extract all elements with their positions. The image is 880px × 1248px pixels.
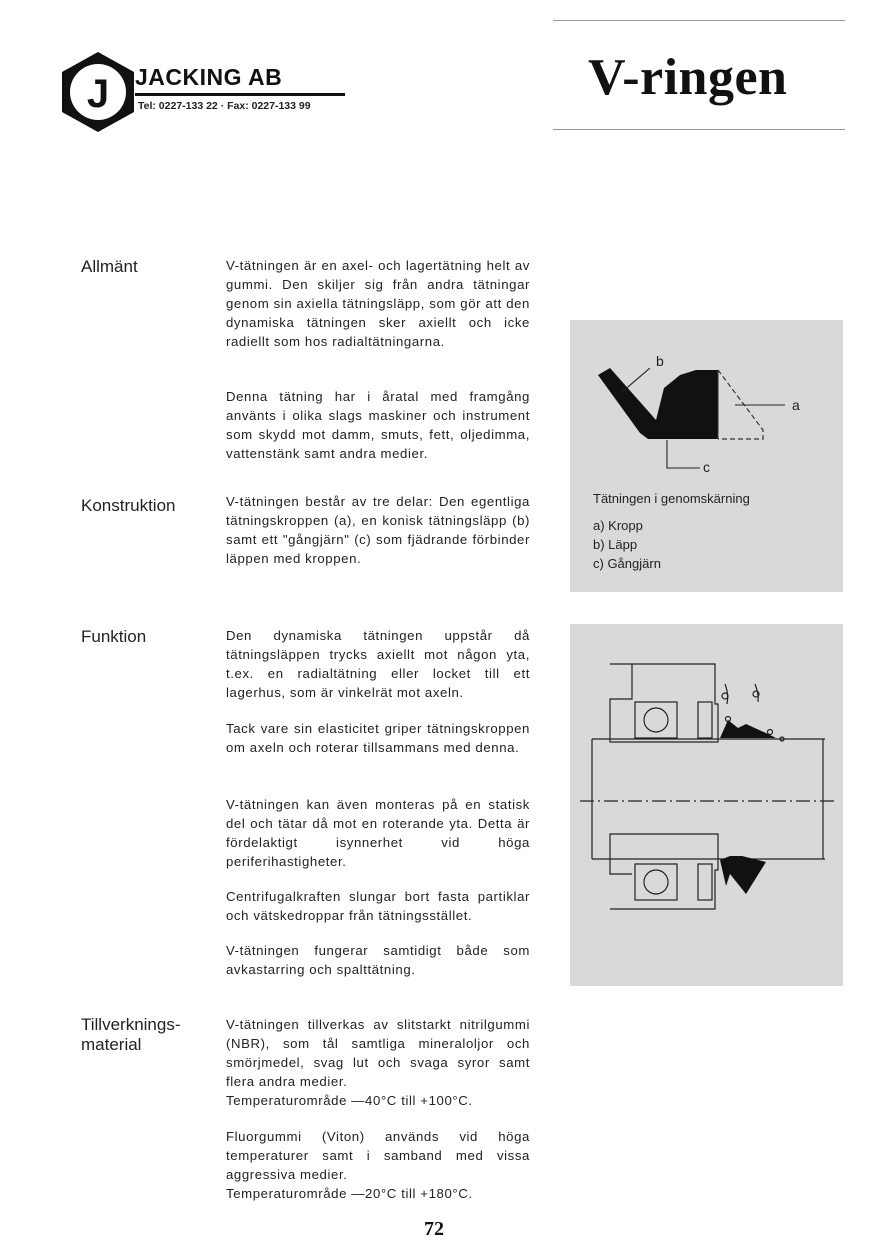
paragraph: Den dynamiska tätningen uppstår då tätningsläppen trycks axiellt mot någon yta, t.ex. en radialtätning eller locket till ett lagerhus, som är vinkelrät mot axeln. — [226, 628, 530, 700]
paragraph: Temperaturområde —20°C till +180°C. — [226, 1186, 473, 1201]
caption-item: c) Gångjärn — [593, 556, 661, 571]
figure-caption: Tätningen i genomskärning — [593, 491, 750, 506]
paragraph: Temperaturområde —40°C till +100°C. — [226, 1093, 473, 1108]
title-rule-bottom — [553, 129, 845, 130]
section-heading-material: Tillverknings- material — [81, 1015, 181, 1055]
bearing-mounting-diagram — [570, 624, 843, 986]
section-heading-konstruktion: Konstruktion — [81, 496, 176, 515]
hexagon-logo-icon — [60, 50, 140, 134]
logo-letter: J — [86, 72, 110, 116]
label-a: a — [792, 397, 800, 413]
paragraph: V-tätningen kan även monteras på en statisk del och tätar då mot en roterande yta. Detta är fördelaktigt isynnerhet vid höga periferihastigheter. — [226, 797, 530, 869]
paragraph: V-tätningen tillverkas av slitstarkt nitrilgummi (NBR), som tål samtliga mineraloljor och smörjmedel, svag lut och svaga syror samt flera andra medier. — [226, 1017, 530, 1089]
mounting-figure — [570, 624, 843, 986]
paragraph: Denna tätning har i åratal med framgång använts i olika slags maskiner och instrument som skydd mot damm, smuts, fett, oljedimma, vattenstänk samt andra medier. — [226, 389, 530, 461]
company-name: JACKING AB — [135, 64, 283, 90]
title-rule-top — [553, 20, 845, 21]
section-heading-funktion: Funktion — [81, 627, 147, 646]
section-heading-allmant: Allmänt — [81, 257, 138, 276]
company-contact: Tel: 0227-133 22 · Fax: 0227-133 99 — [138, 100, 311, 112]
page-number: 72 — [424, 1218, 444, 1240]
label-b: b — [656, 353, 664, 369]
label-c: c — [703, 459, 710, 475]
company-underline — [135, 93, 345, 96]
paragraph: V-tätningen fungerar samtidigt både som avkastarring och spalttätning. — [226, 943, 530, 977]
paragraph: Tack vare sin elasticitet griper tätningskroppen om axeln och roterar tillsammans med denna. — [226, 721, 530, 755]
caption-item: b) Läpp — [593, 537, 638, 552]
paragraph: V-tätningen består av tre delar: Den egentliga tätningskroppen (a), en konisk tätningsläpp (b) samt ett "gångjärn" (c) som fjädrande förbinder läppen med kroppen. — [226, 494, 530, 566]
page-title: V-ringen — [588, 49, 788, 106]
company-logo — [60, 50, 360, 134]
caption-item: a) Kropp — [593, 518, 643, 533]
paragraph: V-tätningen är en axel- och lagertätning helt av gummi. Den skiljer sig från andra tätningar genom sin axiella tätningsläpp, som gör att den dynamiska tätningen sker axiellt och icke radiellt som hos radialtätningarna. — [226, 258, 530, 349]
paragraph: Centrifugalkraften slungar bort fasta partiklar och vätskedroppar från tätningsstället. — [226, 889, 530, 923]
paragraph: Fluorgummi (Viton) används vid höga temperaturer samt i samband med vissa aggressiva medier. — [226, 1129, 530, 1182]
